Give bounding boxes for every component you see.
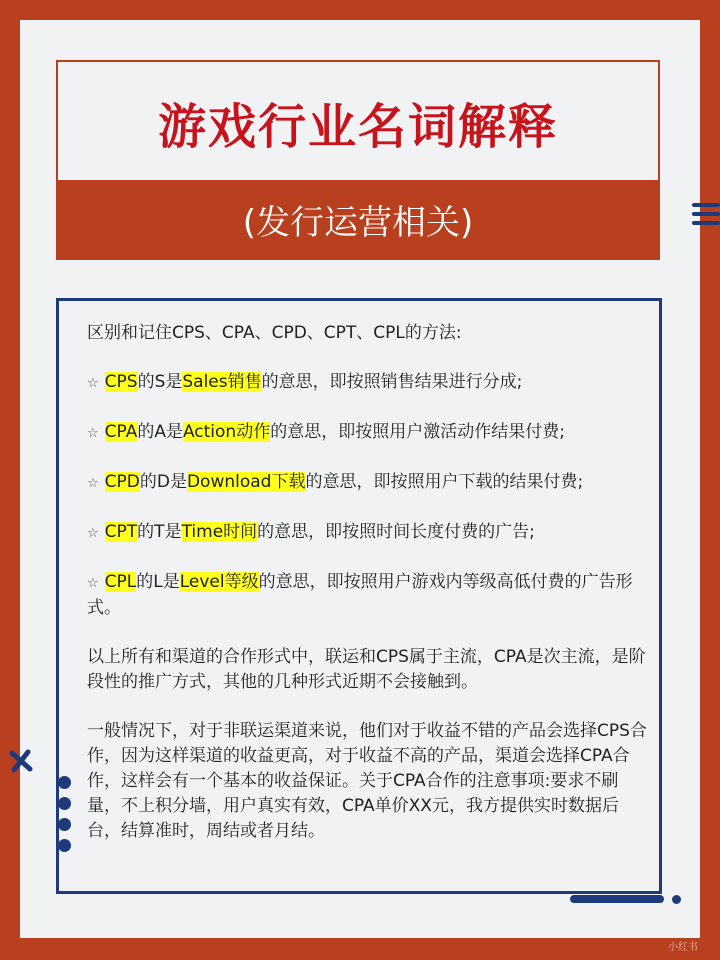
item-desc: 的意思，即按照用户游戏内等级高低付费的广告形式。	[87, 572, 633, 618]
highlight-code: CPD	[104, 472, 140, 492]
watermark: 小红书	[668, 942, 698, 953]
item-desc: 的意思，即按照用户激活动作结果付费;	[270, 422, 565, 442]
list-item-cpa	[87, 420, 647, 446]
title-card	[56, 60, 660, 260]
list-item-cps	[87, 370, 647, 396]
content-body	[87, 321, 647, 844]
bottom-bar-decoration	[570, 895, 664, 903]
menu-lines-icon	[692, 203, 720, 233]
item-mid: 的L是	[136, 572, 180, 592]
list-item-cpt	[87, 520, 647, 546]
highlight-term: Download下载	[186, 472, 306, 492]
item-mid: 的T是	[137, 522, 182, 542]
highlight-term: Time时间	[181, 522, 258, 542]
paragraph-mainstream: 以上所有和渠道的合作形式中，联运和CPS属于主流，CPA是次主流，是阶段性的推广方式，其他的几种形式近期不会接触到。	[87, 647, 646, 692]
star-icon: ☆	[87, 576, 99, 591]
item-desc: 的意思，即按照销售结果进行分成;	[261, 372, 523, 392]
item-mid: 的S是	[137, 372, 183, 392]
item-desc: 的意思，即按照时间长度付费的广告;	[257, 522, 535, 542]
item-mid: 的A是	[137, 422, 183, 442]
bottom-dot-decoration	[672, 895, 681, 904]
subtitle-banner	[58, 180, 658, 258]
page-title: 游戏行业名词解释	[157, 98, 558, 155]
list-item-cpd	[87, 470, 647, 496]
highlight-term: Level等级	[179, 572, 259, 592]
highlight-term: Sales销售	[182, 372, 262, 392]
star-icon: ☆	[87, 476, 99, 491]
paragraph-notes: 一般情况下，对于非联运渠道来说，他们对于收益不错的产品会选择CPS合作，因为这样渠道的收益更高，对于收益不高的产品，渠道会选择CPA合作，这样会有一个基本的收益保证。关于CPA合作的注意事项:要求不刷量，不上积分墙，用户真实有效，CPA单价XX元，我方提供实时数据后台，结算准时，周结或者月结。	[87, 721, 647, 841]
list-item-cpl	[87, 570, 647, 621]
title-area	[58, 62, 658, 182]
highlight-code: CPT	[104, 522, 138, 542]
highlight-term: Action动作	[182, 422, 271, 442]
item-mid: 的D是	[139, 472, 187, 492]
intro-text: 区别和记住CPS、CPA、CPD、CPT、CPL的方法:	[87, 323, 462, 343]
star-icon: ☆	[87, 526, 99, 541]
item-desc: 的意思，即按照用户下载的结果付费;	[305, 472, 584, 492]
highlight-code: CPL	[104, 572, 137, 592]
star-icon: ☆	[87, 376, 99, 391]
highlight-code: CPS	[104, 372, 138, 392]
content-card	[56, 298, 662, 894]
highlight-code: CPA	[104, 422, 138, 442]
dots-decoration	[58, 776, 72, 856]
star-icon: ☆	[87, 426, 99, 441]
page-subtitle: (发行运营相关)	[242, 202, 474, 243]
cross-decoration-icon	[6, 746, 36, 776]
